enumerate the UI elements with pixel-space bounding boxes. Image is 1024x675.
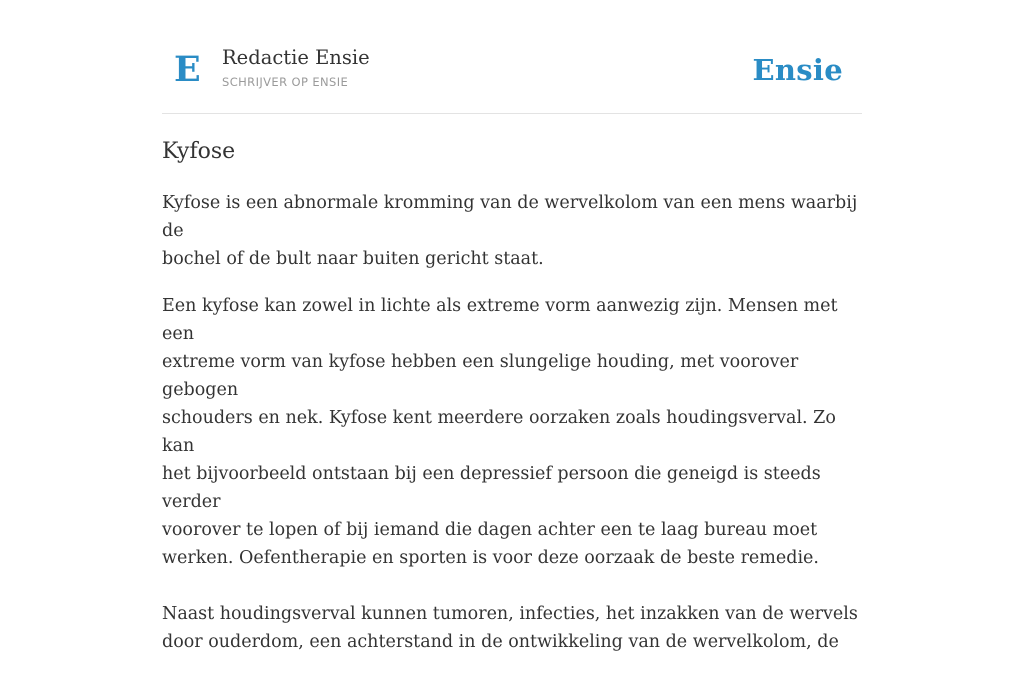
article-body [162,136,862,675]
author-role: SCHRIJVER OP ENSIE [222,75,349,89]
author-name[interactable]: Redactie Ensie [222,46,370,69]
article-paragraph: Een kyfose kan zowel in lichte als extreme vorm aanwezig zijn. Mensen met een extreme vorm van kyfose hebben een slungelige houding, met voorover gebogen schouders en nek. Kyfose kent meerdere oorzaken zoals houdingsverval. Zo kan het bijvoorbeeld ontstaan bij een depressief persoon die geneigd is steeds verder voorover te lopen of bij iemand die dagen achter een te laag bureau moet werken. Oefentherapie en sporten is voor deze oorzaak de beste remedie. Naast houdingsverval kunnen tumoren, infecties, het inzakken van de wervels door ouderdom, een achterstand in de ontwikkeling van de wervelkolom, de [162,296,858,652]
article-paragraph: Kyfose is een abnormale kromming van de wervelkolom van een mens waarbij de bochel of de bult naar buiten gericht staat. [162,193,858,269]
ensie-e-logo-icon[interactable]: E [174,49,201,90]
ensie-brand-logo[interactable]: Ensie [752,53,843,87]
author-header [162,0,862,114]
article-title: Kyfose [162,139,236,164]
